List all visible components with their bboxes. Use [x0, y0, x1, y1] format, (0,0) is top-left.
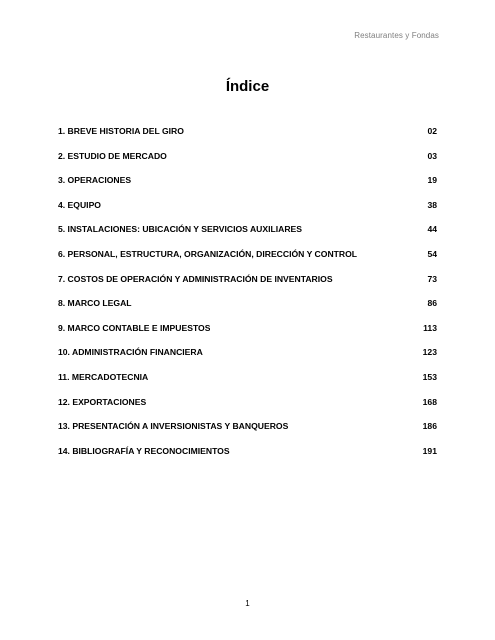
- toc-entry-page: 168: [422, 396, 437, 407]
- toc-entry[interactable]: [58, 420, 437, 445]
- toc-entry[interactable]: [58, 396, 437, 421]
- toc-entry-label: 6. PERSONAL, ESTRUCTURA, ORGANIZACIÓN, DIRECCIÓN Y CONTROL: [58, 248, 358, 259]
- toc-entry-label: 11. MERCADOTECNIA: [58, 371, 149, 382]
- toc-entry[interactable]: [58, 223, 437, 248]
- table-of-contents: [58, 125, 437, 469]
- toc-entry[interactable]: [58, 371, 437, 396]
- page-title: Índice: [225, 78, 270, 95]
- toc-entry-label: 5. INSTALACIONES: UBICACIÓN Y SERVICIOS AUXILIARES: [58, 224, 303, 235]
- toc-entry[interactable]: [58, 322, 437, 347]
- toc-entry[interactable]: [58, 445, 437, 470]
- toc-entry-label: 13. PRESENTACIÓN A INVERSIONISTAS Y BANQUEROS: [58, 421, 289, 432]
- toc-entry[interactable]: [58, 150, 437, 175]
- toc-entry-page: 123: [422, 347, 437, 358]
- toc-entry[interactable]: [58, 248, 437, 273]
- toc-entry-page: 19: [427, 175, 437, 186]
- toc-entry-page: 54: [427, 248, 437, 259]
- toc-entry-page: 86: [427, 298, 437, 309]
- toc-entry-label: 14. BIBLIOGRAFÍA Y RECONOCIMIENTOS: [58, 445, 230, 456]
- toc-entry-label: 4. EQUIPO: [58, 199, 101, 210]
- toc-entry-label: 1. BREVE HISTORIA DEL GIRO: [58, 126, 184, 136]
- toc-entry[interactable]: [58, 199, 437, 224]
- toc-entry[interactable]: [58, 346, 437, 371]
- toc-entry[interactable]: [58, 297, 437, 322]
- toc-entry-label: 8. MARCO LEGAL: [58, 298, 132, 309]
- toc-entry-page: 191: [422, 445, 437, 456]
- toc-entry-label: 12. EXPORTACIONES: [58, 396, 147, 407]
- toc-entry-label: 7. COSTOS DE OPERACIÓN Y ADMINISTRACIÓN DE INVENTARIOS: [58, 273, 333, 284]
- toc-entry[interactable]: [58, 273, 437, 298]
- toc-entry-label: 9. MARCO CONTABLE E IMPUESTOS: [58, 322, 211, 333]
- toc-entry-page: 03: [427, 150, 437, 161]
- running-header: Restaurantes y Fondas: [354, 31, 439, 40]
- toc-entry-label: 2. ESTUDIO DE MERCADO: [58, 150, 167, 161]
- toc-entry-page: 44: [427, 224, 437, 235]
- toc-entry[interactable]: [58, 174, 437, 199]
- toc-entry[interactable]: [58, 125, 437, 150]
- toc-entry-page: 113: [423, 322, 437, 333]
- toc-entry-page: 02: [427, 126, 437, 136]
- toc-entry-page: 38: [427, 199, 437, 210]
- page-number: 1: [245, 599, 250, 608]
- toc-entry-page: 153: [422, 371, 437, 382]
- toc-entry-label: 10. ADMINISTRACIÓN FINANCIERA: [58, 347, 203, 358]
- toc-entry-page: 73: [427, 273, 437, 284]
- toc-entry-label: 3. OPERACIONES: [58, 175, 132, 186]
- toc-entry-page: 186: [422, 421, 437, 432]
